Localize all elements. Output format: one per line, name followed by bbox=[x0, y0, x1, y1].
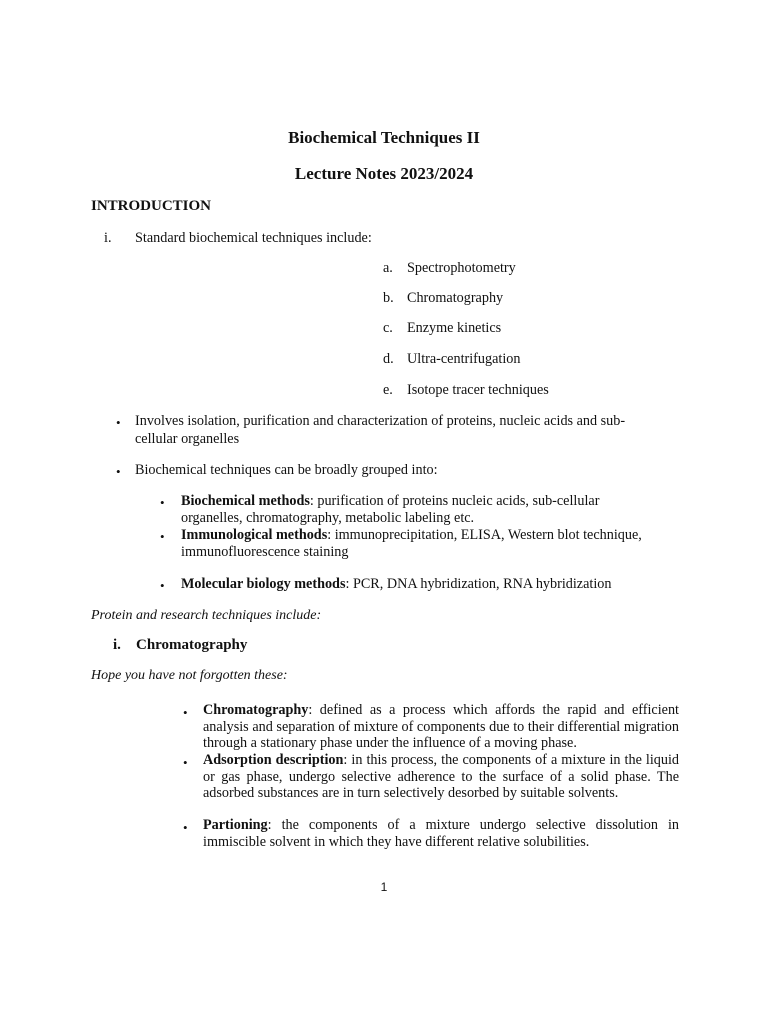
list-marker: e. bbox=[383, 382, 393, 398]
method-group-line bbox=[181, 576, 611, 593]
bullet-marker: • bbox=[116, 464, 121, 479]
method-term: Immunological methods bbox=[181, 527, 328, 543]
method-description: : PCR, DNA hybridization, RNA hybridization bbox=[345, 576, 612, 592]
method-description: immunofluorescence staining bbox=[181, 544, 349, 560]
page-number: 1 bbox=[380, 880, 388, 894]
bullet-marker: • bbox=[160, 495, 165, 510]
bullet-marker: • bbox=[183, 820, 188, 835]
method-description: organelles, chromatography, metabolic labeling etc. bbox=[181, 510, 475, 526]
definition-text: : defined as a process which affords the rapid and efficient analysis and separation of mixture of components due to their differential migration through a stationary phase under the influence of a moving phase. bbox=[203, 702, 679, 751]
bullet-marker: • bbox=[183, 755, 188, 770]
method-description: : purification of proteins nucleic acids, sub-cellular bbox=[309, 493, 600, 509]
involves-line-1: Involves isolation, purification and characterization of proteins, nucleic acids and sub- bbox=[135, 413, 626, 429]
bullet-marker: • bbox=[116, 415, 121, 430]
bullet-marker: • bbox=[160, 529, 165, 544]
list-marker: b. bbox=[383, 290, 394, 306]
list-marker: i. bbox=[104, 230, 112, 246]
bullet-marker: • bbox=[183, 705, 188, 720]
list-marker: d. bbox=[383, 351, 394, 367]
method-term: Molecular biology methods bbox=[181, 576, 346, 592]
involves-line-2: cellular organelles bbox=[135, 431, 240, 447]
hope-text: Hope you have not forgotten these: bbox=[91, 668, 288, 683]
definition-item bbox=[203, 702, 679, 752]
method-group-line bbox=[181, 527, 642, 544]
bullet-marker: • bbox=[160, 578, 165, 593]
method-group-line bbox=[181, 493, 599, 510]
definition-term: Partioning bbox=[203, 817, 268, 833]
document-subtitle: Lecture Notes 2023/2024 bbox=[294, 164, 474, 183]
protein-intro-text: Protein and research techniques include: bbox=[91, 608, 322, 623]
definition-term: Adsorption description bbox=[203, 752, 344, 768]
section-heading-introduction: INTRODUCTION bbox=[91, 198, 212, 214]
list-item: Isotope tracer techniques bbox=[407, 382, 549, 398]
list-item: Chromatography bbox=[407, 290, 504, 306]
intro-item-text: Standard biochemical techniques include: bbox=[135, 230, 372, 246]
list-marker: c. bbox=[383, 320, 393, 336]
section-heading-chromatography: Chromatography bbox=[136, 637, 248, 653]
method-description: : immunoprecipitation, ELISA, Western blot technique, bbox=[327, 527, 642, 543]
definition-item bbox=[203, 752, 679, 802]
method-term: Biochemical methods bbox=[181, 493, 310, 509]
document-title: Biochemical Techniques II bbox=[288, 128, 480, 147]
list-item: Spectrophotometry bbox=[407, 260, 516, 276]
list-item: Enzyme kinetics bbox=[407, 320, 502, 336]
definition-term: Chromatography bbox=[203, 702, 309, 718]
list-marker: a. bbox=[383, 260, 393, 276]
definition-item bbox=[203, 817, 679, 850]
definition-text: : the components of a mixture undergo selective dissolution in immiscible solvent in which they have different relative solubilities. bbox=[203, 817, 679, 850]
list-item: Ultra-centrifugation bbox=[407, 351, 521, 367]
grouped-text: Biochemical techniques can be broadly grouped into: bbox=[135, 462, 438, 478]
definition-text: : in this process, the components of a mixture in the liquid or gas phase, undergo selective adherence to the surface of a solid phase. The adsorbed substances are in turn selectively desorbed by suitable solvents. bbox=[203, 752, 680, 801]
list-marker: i. bbox=[113, 637, 121, 653]
